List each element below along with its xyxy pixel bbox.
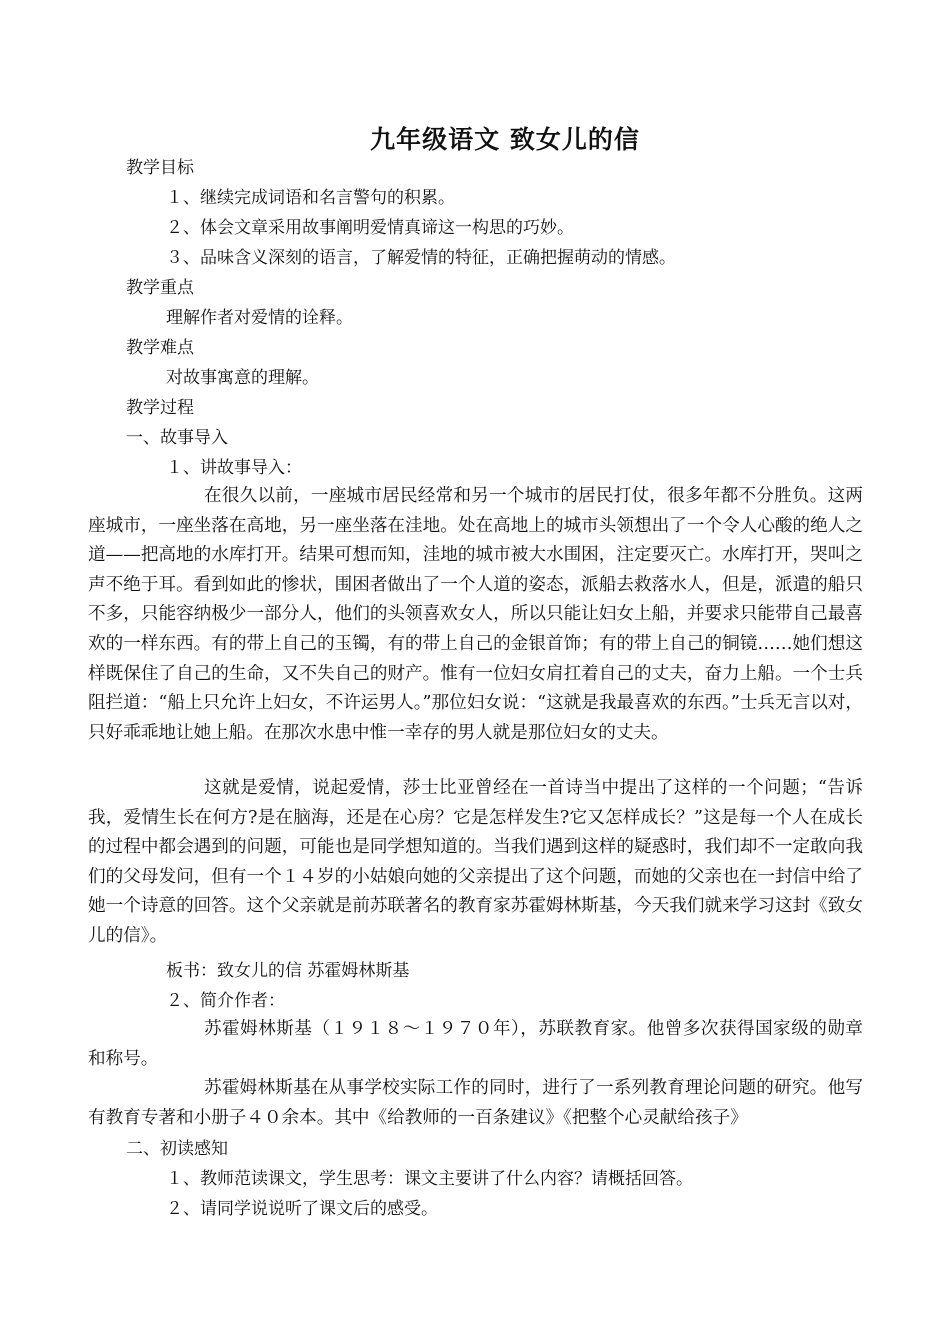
section-heading: 一、故事导入 [126, 428, 228, 448]
difficulty-heading: 教学难点 [126, 338, 194, 358]
section-item: １、教师范读课文，学生思考：课文主要讲了什么内容？请概括回答。 [166, 1169, 693, 1189]
section-item: １、讲故事导入： [166, 458, 302, 478]
author-paragraph: 苏霍姆林斯基（１９１８～１９７０年），苏联教育家。他曾多次获得国家级的勋章和称号。 [88, 1019, 863, 1069]
difficulty-text: 对故事寓意的理解。 [166, 368, 319, 388]
story-paragraph: 在很久以前，一座城市居民经常和另一个城市的居民打仗，很多年都不分胜负。这两座城市，一座坐落在高地，另一座坐落在洼地。处在高地上的城市头领想出了一个令人心酸的绝人之道——把高地的水库打开。结果可想而知，洼地的城市被大水围困，注定要灭亡。水库打开，哭叫之声不绝于耳。看到如此的惨状，围困者做出了一个人道的姿态，派船去救落水人，但是，派遣的船只不多，只能容纳极少一部分人，他们的头领喜欢女人，所以只能让妇女上船，并要求只能带自己最喜欢的一样东西。有的带上自己的玉镯，有的带上自己的金银首饰；有的带上自己的铜镜……她们想这样既保住了自己的生命，又不失自己的财产。惟有一位妇女肩扛着自己的丈夫，奋力上船。一个士兵阻拦道：“船上只允许上妇女，不许运男人。”那位妇女说：“这就是我最喜欢的东西。”士兵无言以对，只好乖乖地让她上船。在那次水患中惟一幸存的男人就是那位妇女的丈夫。 [88, 486, 863, 743]
board-writing: 板书：致女儿的信 苏霍姆林斯基 [166, 961, 410, 981]
section-item: ２、请同学说说听了课文后的感受。 [166, 1199, 438, 1219]
objective-item: ２、体会文章采用故事阐明爱情真谛这一构思的巧妙。 [166, 218, 574, 238]
objective-item: １、继续完成词语和名言警句的积累。 [166, 188, 455, 208]
document-title: 九年级语文 致女儿的信 [370, 125, 640, 154]
process-heading: 教学过程 [126, 398, 194, 418]
author-paragraph: 苏霍姆林斯基在从事学校实际工作的同时，进行了一系列教育理论问题的研究。他写有教育专著和小册子４０余本。其中《给教师的一百条建议》《把整个心灵献给孩子》 [88, 1078, 863, 1128]
objectives-heading: 教学目标 [126, 158, 194, 178]
section-item: ２、简介作者： [166, 991, 285, 1011]
key-text: 理解作者对爱情的诠释。 [166, 308, 353, 328]
love-paragraph: 这就是爱情，说起爱情，莎士比亚曾经在一首诗当中提出了这样的一个问题；“告诉我，爱情生长在何方?是在脑海，还是在心房？它是怎样发生?它又怎样成长？”这是每一个人在成长的过程中都会遇到的问题，可能也是同学想知道的。当我们遇到这样的疑惑时，我们却不一定敢向我们的父母发问，但有一个１４岁的小姑娘向她的父亲提出了这个问题，而她的父亲也在一封信中给了她一个诗意的回答。这个父亲就是前苏联著名的教育家苏霍姆林斯基，今天我们就来学习这封《致女儿的信》。 [88, 778, 863, 946]
key-heading: 教学重点 [126, 278, 194, 298]
section-heading: 二、初读感知 [126, 1139, 228, 1159]
objective-item: ３、品味含义深刻的语言，了解爱情的特征，正确把握萌动的情感。 [166, 248, 676, 268]
